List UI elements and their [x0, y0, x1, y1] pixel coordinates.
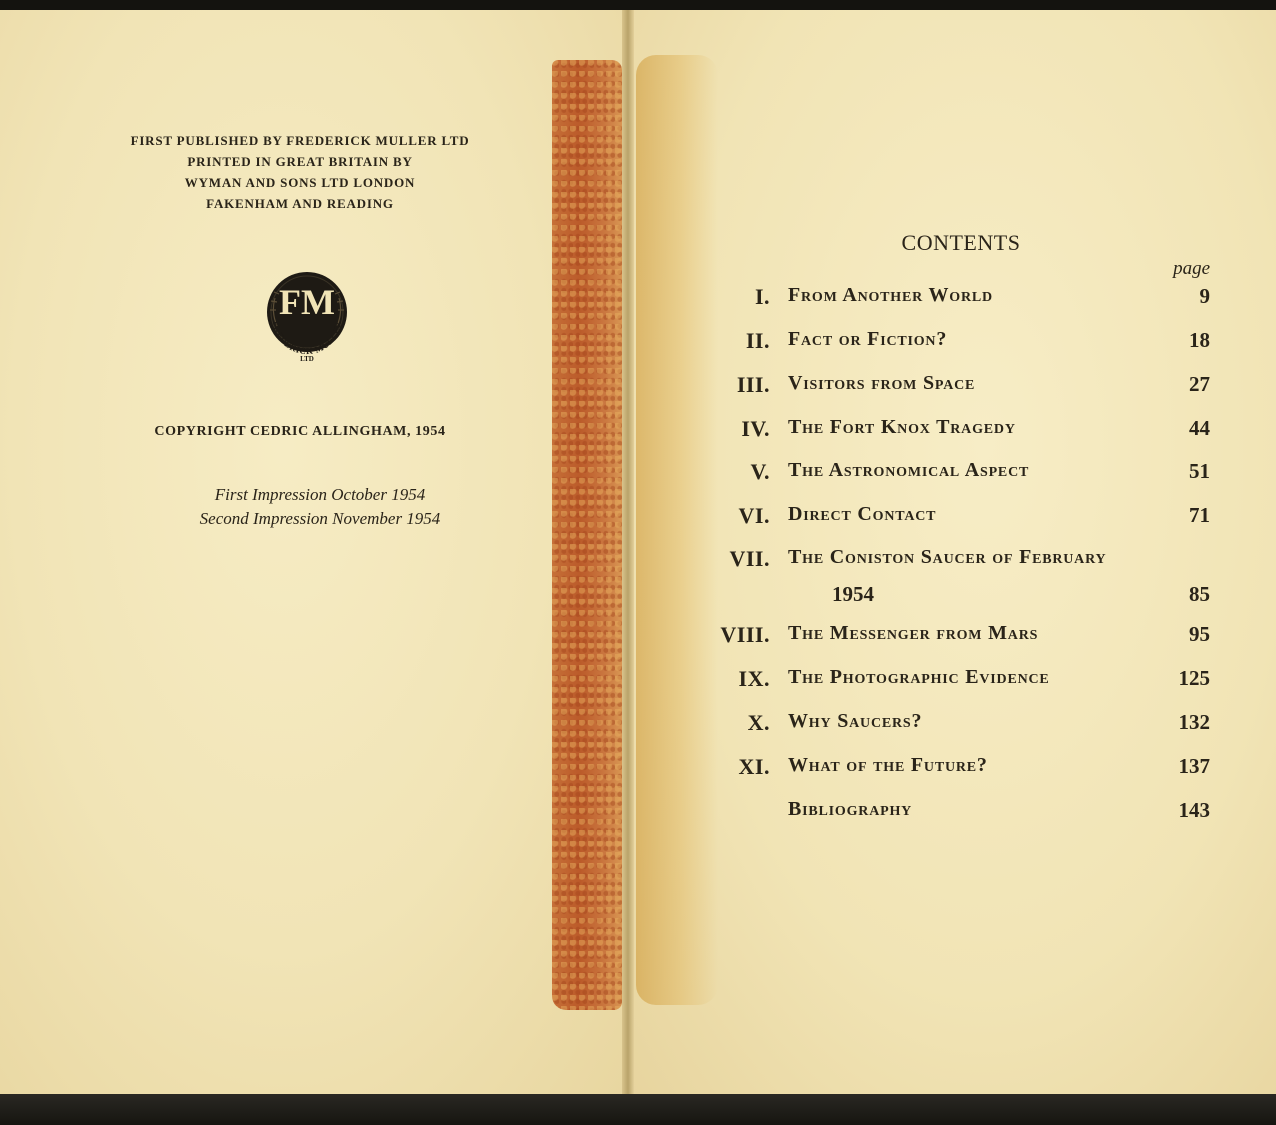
chapter-number: VIII.: [720, 622, 770, 647]
chapter-number: IX.: [738, 666, 770, 691]
impression-line: Second Impression November 1954: [199, 509, 441, 528]
imprint-line: PRINTED IN GREAT BRITAIN BY: [187, 154, 413, 169]
gutter-tape-residue: [552, 60, 622, 1010]
chapter-title: Bibliography: [788, 798, 913, 820]
chapter-page: 44: [1189, 416, 1210, 440]
chapter-page: 143: [1178, 798, 1210, 822]
toc-entry: [700, 284, 1220, 324]
imprint-line: FAKENHAM AND READING: [206, 196, 394, 211]
chapter-page: 9: [1199, 284, 1210, 308]
printer-imprint: [110, 130, 490, 214]
chapter-number: IV.: [741, 416, 770, 441]
chapter-title: The Messenger from Mars: [788, 622, 1039, 644]
book-bottom-edge: [0, 1094, 1276, 1125]
toc-entry: [700, 459, 1220, 499]
imprint-line: WYMAN AND SONS LTD LONDON: [184, 175, 416, 190]
chapter-page: 71: [1189, 503, 1210, 527]
toc-entry: [700, 416, 1220, 456]
chapter-title: The Astronomical Aspect: [788, 459, 1030, 481]
chapter-title: What of the Future?: [788, 754, 988, 776]
chapter-number: III.: [736, 372, 770, 397]
chapter-number: VI.: [738, 503, 770, 528]
chapter-number: X.: [747, 710, 770, 735]
chapter-number: XI.: [738, 754, 770, 779]
impressions: [110, 483, 530, 531]
publisher-logo-icon: [259, 268, 355, 364]
page-column-label: page: [1173, 258, 1210, 279]
contents-heading: CONTENTS: [901, 230, 1021, 255]
toc-entry: [700, 798, 1220, 838]
chapter-page: 95: [1189, 622, 1210, 646]
chapter-title: The Coniston Saucer of February: [788, 546, 1107, 568]
toc-entry: [700, 372, 1220, 412]
chapter-page: 18: [1189, 328, 1210, 352]
imprint-line: FIRST PUBLISHED BY FREDERICK MULLER LTD: [130, 133, 470, 148]
publisher-logo: [259, 268, 355, 364]
chapter-page: 51: [1189, 459, 1210, 483]
chapter-number: II.: [745, 328, 770, 353]
toc-entry: [700, 503, 1220, 543]
logo-monogram: FM: [279, 282, 335, 322]
toc-entry: [700, 622, 1220, 662]
toc-entry: [700, 754, 1220, 794]
chapter-title: Why Saucers?: [788, 710, 923, 732]
toc-entry: [700, 666, 1220, 706]
chapter-page: 137: [1178, 754, 1210, 778]
chapter-title: From Another World: [788, 284, 993, 306]
chapter-title-continuation: 1954: [832, 582, 874, 606]
chapter-page: 85: [1189, 582, 1210, 606]
chapter-page: 125: [1178, 666, 1210, 690]
toc-entry: [700, 328, 1220, 368]
chapter-number: I.: [754, 284, 770, 309]
chapter-title: The Fort Knox Tragedy: [788, 416, 1016, 438]
chapter-page: 27: [1189, 372, 1210, 396]
chapter-title: Visitors from Space: [788, 372, 976, 394]
chapter-title: Fact or Fiction?: [788, 328, 948, 350]
chapter-number: V.: [750, 459, 770, 484]
toc-entry: [700, 710, 1220, 750]
chapter-title: The Photographic Evidence: [788, 666, 1050, 688]
chapter-title: Direct Contact: [788, 503, 937, 525]
chapter-page: 132: [1178, 710, 1210, 734]
toc-entry: [700, 546, 1220, 622]
logo-ring-text: FREDERICK MULLER: [270, 320, 344, 357]
spine-fold: [622, 10, 634, 1094]
impression-line: First Impression October 1954: [214, 485, 426, 504]
copyright-line: COPYRIGHT CEDRIC ALLINGHAM, 1954: [154, 424, 446, 439]
logo-suffix: LTD: [300, 355, 314, 363]
chapter-number: VII.: [729, 546, 770, 571]
